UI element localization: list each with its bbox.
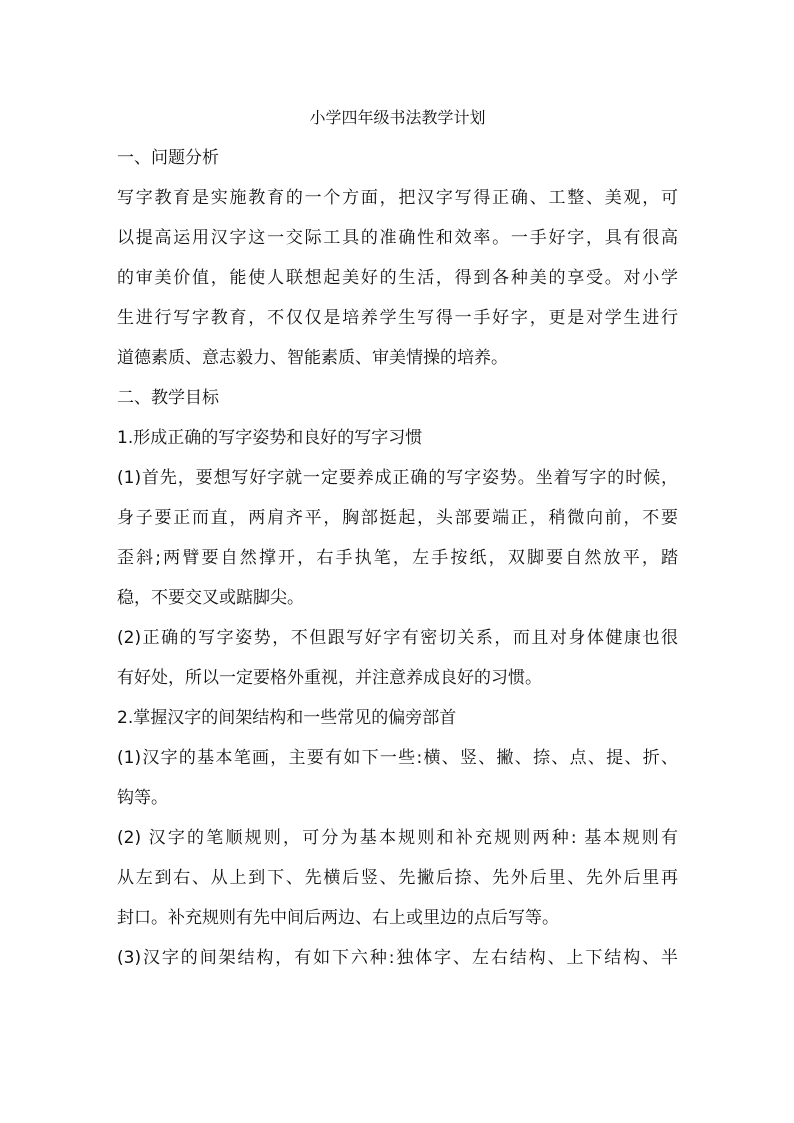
document-body (117, 138, 678, 978)
paragraph-line: 写字教育是实施教育的一个方面，把汉字写得正确、工整、美观，可 (117, 188, 678, 208)
paragraph-line: (2) 汉字的笔顺规则，可分为基本规则和补充规则两种: 基本规则有 (117, 828, 678, 848)
document-page (117, 98, 678, 978)
paragraph-line: 封口。补充规则有先中间后两边、右上或里边的点后写等。 (117, 908, 559, 928)
section-heading: 二、教学目标 (117, 388, 219, 408)
paragraph-line: 以提高运用汉字这一交际工具的准确性和效率。一手好字，具有很高 (117, 228, 678, 248)
paragraph-line: (1)首先，要想写好字就一定要养成正确的写字姿势。坐着写字的时候， (117, 468, 678, 488)
paragraph-line: 身子要正而直，两肩齐平，胸部挺起，头部要端正，稍微向前，不要 (117, 508, 678, 528)
document-title: 小学四年级书法教学计划 (309, 108, 486, 127)
paragraph-line: 有好处，所以一定要格外重视，并注意养成良好的习惯。 (117, 668, 542, 688)
paragraph-line: 稳，不要交叉或踮脚尖。 (117, 588, 304, 608)
paragraph-line: (1)汉字的基本笔画，主要有如下一些:横、竖、撇、捺、点、提、折、 (117, 748, 678, 768)
paragraph-line: 从左到右、从上到下、先横后竖、先撇后捺、先外后里、先外后里再 (117, 868, 678, 888)
paragraph-line: (2)正确的写字姿势，不但跟写好字有密切关系，而且对身体健康也很 (117, 628, 678, 648)
paragraph-line: 的审美价值，能使人联想起美好的生活，得到各种美的享受。对小学 (117, 268, 678, 288)
section-heading: 1.形成正确的写字姿势和良好的写字习惯 (117, 428, 423, 448)
paragraph-line: (3)汉字的间架结构，有如下六种:独体字、左右结构、上下结构、半 (117, 948, 678, 968)
paragraph-line: 钩等。 (117, 788, 168, 808)
section-heading: 一、问题分析 (117, 148, 219, 168)
section-heading: 2.掌握汉字的间架结构和一些常见的偏旁部首 (117, 708, 457, 728)
paragraph-line: 生进行写字教育，不仅仅是培养学生写得一手好字，更是对学生进行 (117, 308, 678, 328)
paragraph-line: 道德素质、意志毅力、智能素质、审美情操的培养。 (117, 348, 508, 368)
paragraph-line: 歪斜;两臂要自然撑开，右手执笔，左手按纸，双脚要自然放平，踏 (117, 548, 678, 568)
